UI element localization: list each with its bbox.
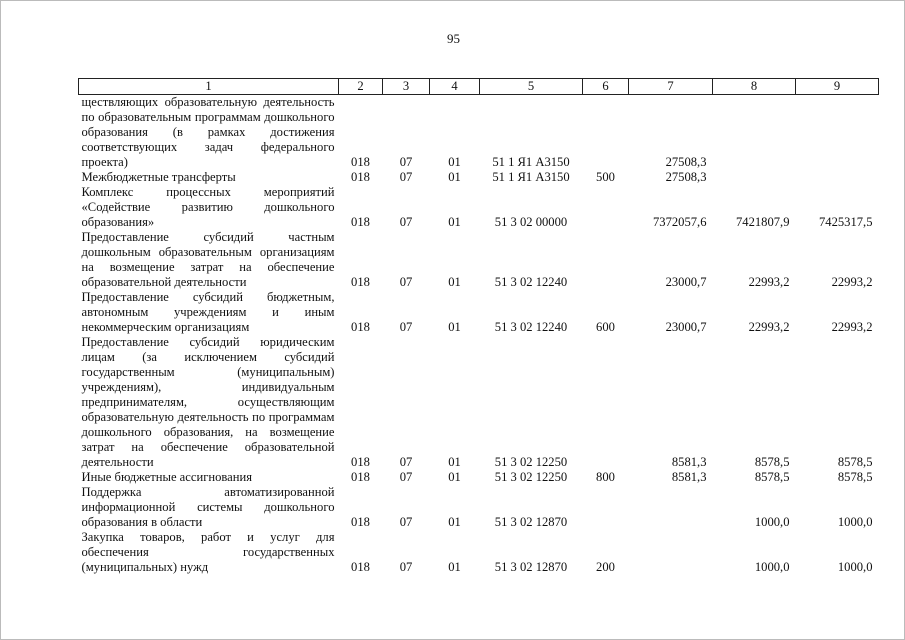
target-article: 51 3 02 12250 [494,455,568,469]
ministry-code: 018 [351,170,370,184]
column-header-1: 1 [79,79,339,95]
amount-col7: 27508,3 [665,170,707,184]
row-name: Комплекс процессных мероприятий «Содействие развитию дошкольного образования» [81,185,335,229]
amount-col7: 8581,3 [671,470,707,484]
ministry-code: 018 [351,275,370,289]
column-header-4: 4 [430,79,480,95]
expense-type: 600 [596,320,615,334]
subsection-code: 01 [448,560,461,574]
amount-col9: 1000,0 [837,560,873,574]
target-article: 51 3 02 12250 [494,470,568,484]
ministry-code: 018 [351,215,370,229]
column-header-6: 6 [583,79,629,95]
expense-type [583,335,629,470]
section-code: 07 [399,515,413,529]
expense-type [583,185,629,230]
amount-col8: 1000,0 [754,515,790,529]
table-row [79,290,879,335]
ministry-code: 018 [351,455,370,469]
row-name: Поддержка автоматизированной информационной системы дошкольного образования в области [81,485,335,529]
amount-col9: 8578,5 [837,470,873,484]
section-code: 07 [399,155,413,169]
ministry-code: 018 [351,470,370,484]
subsection-code: 01 [448,215,461,229]
amount-col7 [629,485,713,530]
expense-type: 800 [596,470,615,484]
table-row [79,185,879,230]
row-name: Закупка товаров, работ и услуг для обеспечения государственных (муниципальных) нужд [81,530,335,574]
expense-type [583,95,629,171]
amount-col8: 7421807,9 [735,215,790,229]
subsection-code: 01 [448,470,461,484]
amount-col9 [796,95,879,171]
row-name: Предоставление субсидий частным дошкольным образовательным организациям на возмещение затрат на обеспечение образовательной деятельности [81,230,335,289]
section-code: 07 [399,470,413,484]
amount-col9: 22993,2 [831,320,873,334]
amount-col8: 8578,5 [754,470,790,484]
ministry-code: 018 [351,560,370,574]
table-row [79,485,879,530]
target-article: 51 3 02 12240 [494,275,568,289]
column-header-8: 8 [713,79,796,95]
target-article: 51 3 02 12240 [494,320,568,334]
amount-col9: 1000,0 [837,515,873,529]
section-code: 07 [399,170,413,184]
budget-table [78,78,879,575]
amount-col7 [629,530,713,575]
ministry-code: 018 [351,155,370,169]
column-header-9: 9 [796,79,879,95]
expense-type: 500 [596,170,615,184]
target-article: 51 3 02 00000 [494,215,568,229]
amount-col9: 22993,2 [831,275,873,289]
row-name: Иные бюджетные ассигнования [81,470,253,484]
column-header-5: 5 [480,79,583,95]
page-number: 95 [447,31,460,46]
subsection-code: 01 [448,155,461,169]
amount-col9: 7425317,5 [818,215,873,229]
table-row [79,170,879,185]
amount-col7: 23000,7 [665,320,707,334]
amount-col8: 22993,2 [748,275,790,289]
section-code: 07 [399,560,413,574]
table-row [79,95,879,171]
table-row [79,230,879,290]
amount-col9: 8578,5 [837,455,873,469]
target-article: 51 1 Я1 А3150 [492,155,570,169]
column-header-2: 2 [339,79,383,95]
section-code: 07 [399,275,413,289]
ministry-code: 018 [351,320,370,334]
amount-col8: 8578,5 [754,455,790,469]
column-header-7: 7 [629,79,713,95]
subsection-code: 01 [448,455,461,469]
section-code: 07 [399,215,413,229]
amount-col7: 23000,7 [665,275,707,289]
amount-col8 [713,95,796,171]
subsection-code: 01 [448,170,461,184]
expense-type [583,230,629,290]
table-row [79,335,879,470]
row-name: Предоставление субсидий бюджетным, автономным учреждениям и иным некоммерческим организациям [81,290,335,334]
subsection-code: 01 [448,515,461,529]
amount-col8: 1000,0 [754,560,790,574]
target-article: 51 1 Я1 А3150 [492,170,570,184]
amount-col9 [796,170,879,185]
amount-col7: 8581,3 [671,455,707,469]
expense-type [583,485,629,530]
header-row [79,79,879,95]
row-name: Предоставление субсидий юридическим лицам (за исключением субсидий государственным (муниципальным) учреждениям), индивидуальным предпринимателям, осуществляющим образовательную деятельность по программам дошкольного образования, на возмещение затрат на обеспечение образовательной деятельности [81,335,335,469]
target-article: 51 3 02 12870 [494,515,568,529]
amount-col7: 7372057,6 [652,215,707,229]
section-code: 07 [399,320,413,334]
row-name: Межбюджетные трансферты [81,170,236,184]
ministry-code: 018 [351,515,370,529]
table-row [79,470,879,485]
table-row [79,530,879,575]
target-article: 51 3 02 12870 [494,560,568,574]
section-code: 07 [399,455,413,469]
amount-col8 [713,170,796,185]
subsection-code: 01 [448,275,461,289]
subsection-code: 01 [448,320,461,334]
column-header-3: 3 [383,79,430,95]
amount-col7: 27508,3 [665,155,707,169]
expense-type: 200 [596,560,615,574]
amount-col8: 22993,2 [748,320,790,334]
row-name: ществляющих образовательную деятельность по образовательным программам дошкольного образования (в рамках достижения соответствующих задач федерального проекта) [81,95,335,169]
